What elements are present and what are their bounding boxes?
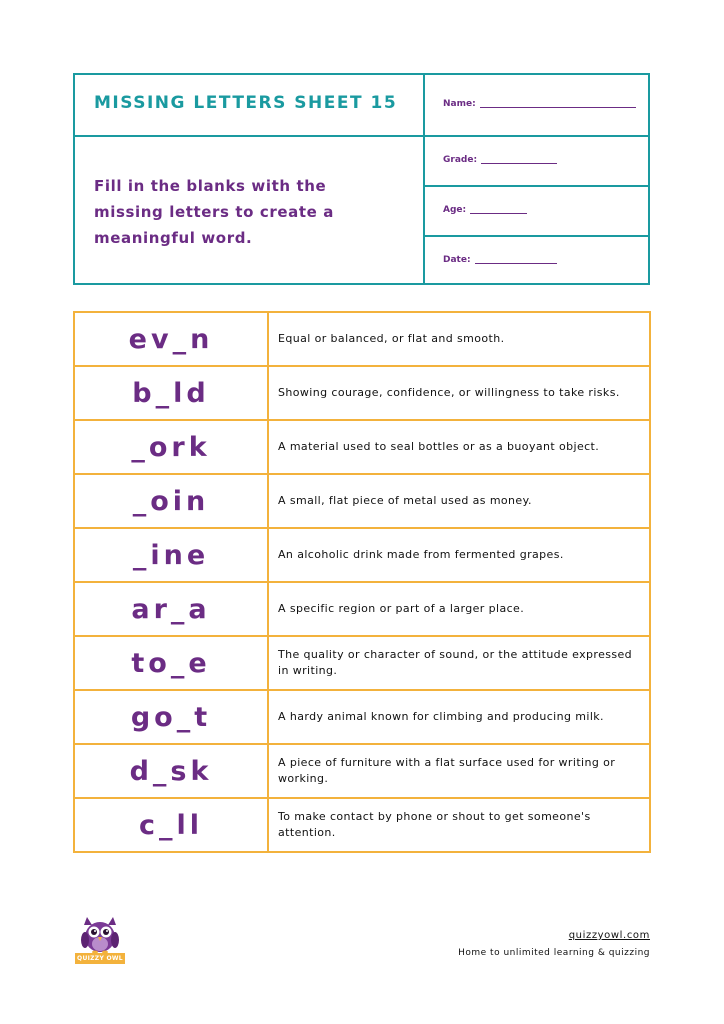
age-label: Age: (443, 205, 467, 215)
word-clue: To make contact by phone or shout to get someone's attention. (268, 798, 650, 852)
table-row (74, 312, 650, 366)
word-clue: A piece of furniture with a flat surface used for writing or working. (268, 744, 650, 798)
word-clue: A material used to seal bottles or as a buoyant object. (268, 420, 650, 474)
word-puzzle[interactable]: ev_n (74, 312, 268, 366)
table-row (74, 366, 650, 420)
grade-field[interactable] (443, 155, 557, 165)
table-row (74, 798, 650, 852)
sheet-title: MISSING LETTERS SHEET 15 (94, 93, 398, 113)
word-clue: Equal or balanced, or flat and smooth. (268, 312, 650, 366)
table-row (74, 582, 650, 636)
grade-blank-line (481, 163, 557, 164)
logo-wordmark: QUIZZY OWL (75, 953, 125, 964)
header-divider-age (425, 235, 648, 237)
header-divider-title (75, 135, 423, 137)
name-blank-line (480, 107, 636, 108)
word-clue: A hardy animal known for climbing and producing milk. (268, 690, 650, 744)
quizzy-owl-logo[interactable] (75, 913, 125, 965)
instructions-text: Fill in the blanks with the missing letters to create a meaningful word. (94, 177, 334, 247)
table-row (74, 690, 650, 744)
date-blank-line (475, 263, 557, 264)
word-puzzle[interactable]: d_sk (74, 744, 268, 798)
missing-letters-table (73, 311, 651, 853)
age-field[interactable] (443, 205, 527, 215)
owl-icon (75, 913, 125, 955)
word-clue: The quality or character of sound, or the attitude expressed in writing. (268, 636, 650, 690)
table-row (74, 636, 650, 690)
word-puzzle[interactable]: _ork (74, 420, 268, 474)
word-clue: A small, flat piece of metal used as money. (268, 474, 650, 528)
header-divider-grade (425, 185, 648, 187)
word-puzzle[interactable]: _oin (74, 474, 268, 528)
word-clue: An alcoholic drink made from fermented grapes. (268, 528, 650, 582)
age-blank-line (470, 213, 527, 214)
date-label: Date: (443, 255, 471, 265)
word-puzzle[interactable]: ar_a (74, 582, 268, 636)
header-divider-name (425, 135, 648, 137)
name-label: Name: (443, 99, 476, 109)
word-clue: Showing courage, confidence, or willingness to take risks. (268, 366, 650, 420)
footer-tagline: Home to unlimited learning & quizzing (458, 948, 650, 958)
word-puzzle[interactable]: to_e (74, 636, 268, 690)
grade-label: Grade: (443, 155, 478, 165)
word-puzzle[interactable]: b_ld (74, 366, 268, 420)
header-divider-vertical (423, 75, 425, 283)
word-puzzle[interactable]: go_t (74, 690, 268, 744)
word-clue: A specific region or part of a larger place. (268, 582, 650, 636)
name-field[interactable] (443, 99, 636, 109)
date-field[interactable] (443, 255, 557, 265)
worksheet-header (73, 73, 650, 285)
site-link[interactable]: quizzyowl.com (568, 930, 650, 941)
table-row (74, 528, 650, 582)
word-puzzle[interactable]: _ine (74, 528, 268, 582)
table-row (74, 744, 650, 798)
table-row (74, 420, 650, 474)
word-puzzle[interactable]: c_ll (74, 798, 268, 852)
table-row (74, 474, 650, 528)
